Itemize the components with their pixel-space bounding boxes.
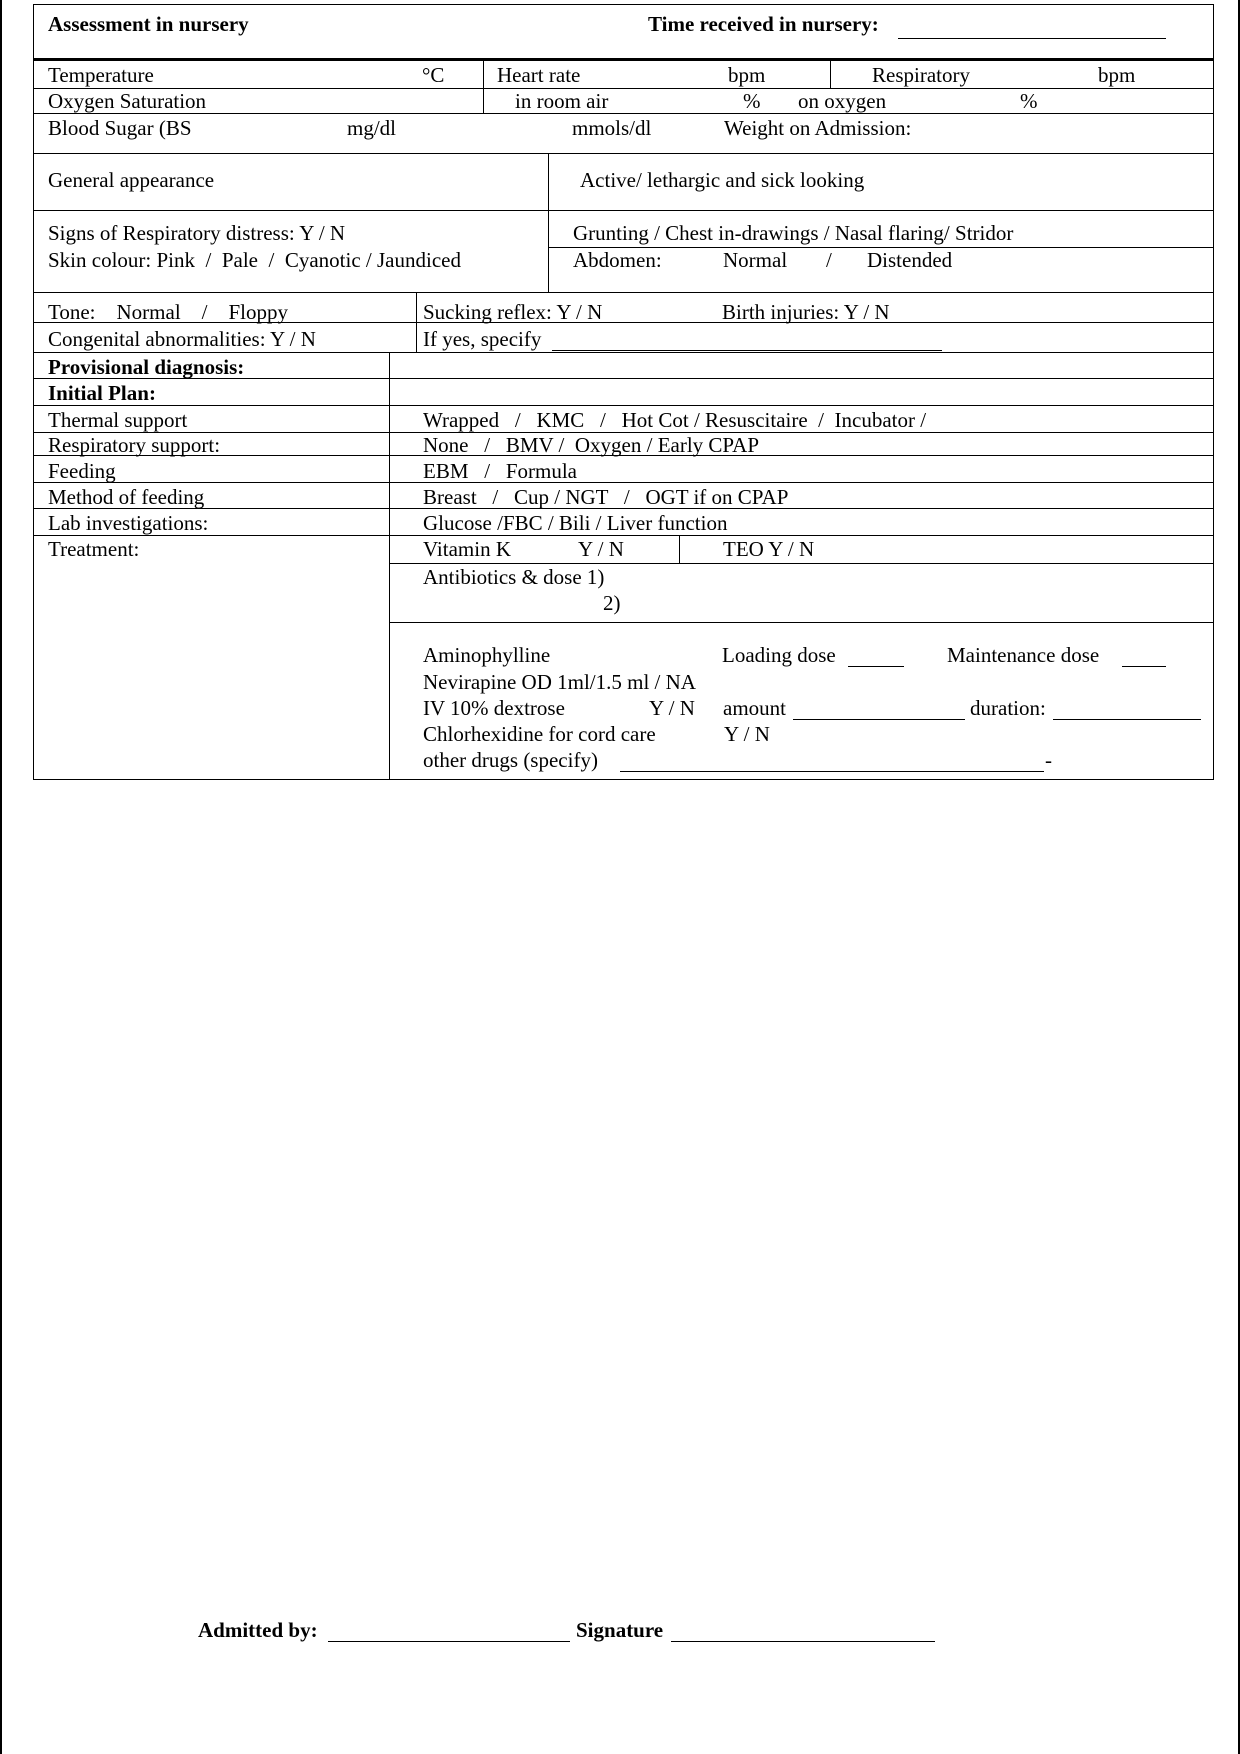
- blood-sugar-mgdl: mg/dl: [347, 116, 397, 140]
- room-air-percent: %: [743, 89, 761, 113]
- blood-sugar-mmols: mmols/dl: [572, 116, 652, 140]
- lab-investigations-options: Glucose /FBC / Bili / Liver function: [423, 511, 728, 535]
- treatment-label: Treatment:: [48, 537, 140, 561]
- abdomen-slash: /: [826, 248, 832, 272]
- loading-dose-field[interactable]: [848, 648, 904, 667]
- loading-dose-label: Loading dose: [722, 643, 836, 667]
- header-divider: [33, 58, 1214, 61]
- time-received-field[interactable]: [898, 20, 1166, 39]
- initial-plan-label: Initial Plan:: [48, 381, 156, 405]
- blood-sugar-label: Blood Sugar (BS: [48, 116, 192, 140]
- row-line: [33, 210, 1214, 211]
- row-line: [33, 153, 1214, 154]
- respiratory-unit: bpm: [1098, 63, 1136, 87]
- abdomen-label: Abdomen:: [573, 248, 662, 272]
- feeding-label: Feeding: [48, 459, 116, 483]
- col-line: [483, 58, 484, 113]
- chlorhexidine-label: Chlorhexidine for cord care: [423, 722, 656, 746]
- teo-label: TEO Y / N: [723, 537, 815, 561]
- heart-rate-unit: bpm: [728, 63, 766, 87]
- respiratory-distress-label: Signs of Respiratory distress: Y / N: [48, 221, 346, 245]
- row-line: [389, 622, 1214, 623]
- form-title: Assessment in nursery: [48, 12, 249, 36]
- chlorhexidine-yn: Y / N: [724, 722, 770, 746]
- signature-label: Signature: [576, 1618, 664, 1642]
- other-drugs-label: other drugs (specify): [423, 748, 598, 772]
- sucking-reflex-label: Sucking reflex: Y / N: [423, 300, 603, 324]
- nevirapine-label: Nevirapine OD 1ml/1.5 ml / NA: [423, 670, 696, 694]
- abdomen-distended: Distended: [867, 248, 953, 272]
- signature-field[interactable]: [671, 1623, 935, 1642]
- col-line: [389, 352, 390, 780]
- general-appearance-label: General appearance: [48, 168, 215, 192]
- other-drugs-field[interactable]: [620, 753, 1044, 772]
- row-line: [33, 535, 1214, 536]
- on-oxygen-label: on oxygen: [798, 89, 887, 113]
- temperature-unit: °C: [422, 63, 445, 87]
- amount-field[interactable]: [793, 701, 965, 720]
- respiratory-distress-signs: Grunting / Chest in-drawings / Nasal flaring/ Stridor: [573, 221, 1014, 245]
- in-room-air-label: in room air: [515, 89, 609, 113]
- weight-label: Weight on Admission:: [724, 116, 912, 140]
- method-of-feeding-label: Method of feeding: [48, 485, 205, 509]
- birth-injuries-label: Birth injuries: Y / N: [722, 300, 890, 324]
- col-line: [679, 535, 680, 563]
- respiratory-support-label: Respiratory support:: [48, 433, 221, 457]
- col-line: [830, 58, 831, 88]
- antibiotics-second: 2): [603, 591, 621, 615]
- row-line: [33, 405, 1214, 406]
- tone-label: Tone: Normal / Floppy: [48, 300, 289, 324]
- provisional-diagnosis-label: Provisional diagnosis:: [48, 355, 245, 379]
- time-received-label: Time received in nursery:: [648, 12, 879, 36]
- maintenance-dose-label: Maintenance dose: [947, 643, 1100, 667]
- vitamin-k-label: Vitamin K: [423, 537, 511, 561]
- aminophylline-label: Aminophylline: [423, 643, 551, 667]
- other-drugs-dash: -: [1045, 748, 1052, 772]
- iv-dextrose-label: IV 10% dextrose: [423, 696, 565, 720]
- row-line: [33, 352, 1214, 353]
- if-yes-specify-label: If yes, specify: [423, 327, 542, 351]
- thermal-support-label: Thermal support: [48, 408, 188, 432]
- respiratory-label: Respiratory: [872, 63, 970, 87]
- specify-field[interactable]: [552, 332, 942, 351]
- congenital-abnormalities-label: Congenital abnormalities: Y / N: [48, 327, 316, 351]
- general-appearance-options: Active/ lethargic and sick looking: [580, 168, 865, 192]
- thermal-support-options: Wrapped / KMC / Hot Cot / Resuscitaire / Incubator /: [423, 408, 927, 432]
- skin-colour-label: Skin colour: Pink / Pale / Cyanotic / Jaundiced: [48, 248, 461, 272]
- antibiotics-label: Antibiotics & dose 1): [423, 565, 605, 589]
- lab-investigations-label: Lab investigations:: [48, 511, 209, 535]
- page-left-edge: [0, 0, 2, 1754]
- row-line: [389, 563, 1214, 564]
- oxygen-saturation-label: Oxygen Saturation: [48, 89, 207, 113]
- abdomen-normal: Normal: [723, 248, 788, 272]
- row-line: [33, 292, 1214, 293]
- feeding-options: EBM / Formula: [423, 459, 578, 483]
- heart-rate-label: Heart rate: [497, 63, 581, 87]
- duration-label: duration:: [970, 696, 1046, 720]
- admitted-by-field[interactable]: [328, 1623, 570, 1642]
- temperature-label: Temperature: [48, 63, 154, 87]
- col-line: [416, 292, 417, 352]
- duration-field[interactable]: [1053, 701, 1201, 720]
- iv-dextrose-yn: Y / N: [649, 696, 695, 720]
- row-line: [33, 113, 1214, 114]
- admitted-by-label: Admitted by:: [198, 1618, 318, 1642]
- respiratory-support-options: None / BMV / Oxygen / Early CPAP: [423, 433, 760, 457]
- method-of-feeding-options: Breast / Cup / NGT / OGT if on CPAP: [423, 485, 789, 509]
- on-oxygen-percent: %: [1020, 89, 1038, 113]
- row-line: [33, 482, 1214, 483]
- col-line: [548, 153, 549, 292]
- maintenance-dose-field[interactable]: [1122, 648, 1166, 667]
- amount-label: amount: [723, 696, 786, 720]
- vitamin-k-yn: Y / N: [578, 537, 624, 561]
